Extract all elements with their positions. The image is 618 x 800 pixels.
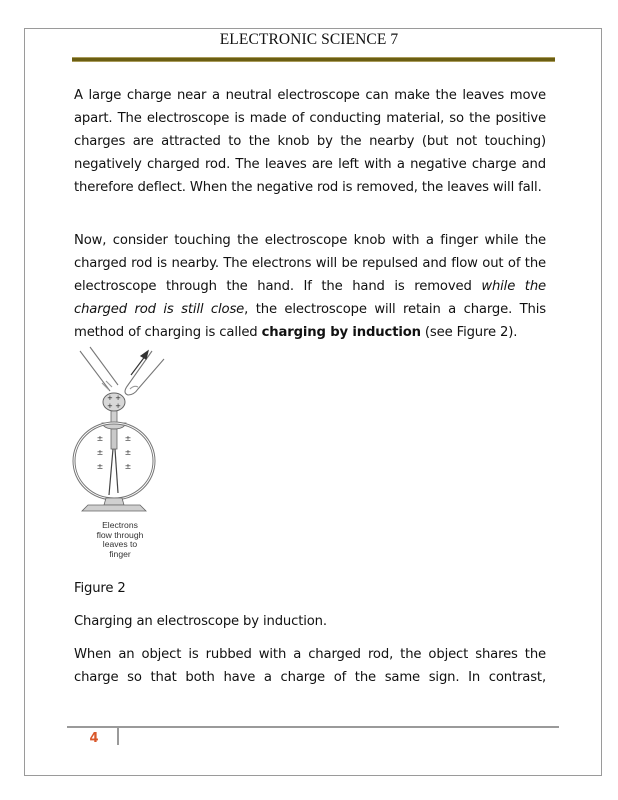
paragraph-charging-by-induction [74, 229, 546, 344]
figure-caption: Figure 2 [74, 581, 126, 596]
figure-description: Charging an electroscope by induction. [74, 614, 327, 629]
svg-text:±: ± [96, 434, 104, 443]
svg-text:±: ± [124, 462, 132, 471]
electroscope-base [82, 505, 146, 511]
electroscope-leaf-left [109, 449, 113, 495]
svg-text:±: ± [124, 434, 132, 443]
svg-text:±: ± [124, 448, 132, 457]
electroscope-stem [111, 411, 117, 423]
electroscope-leaf-right [115, 449, 118, 493]
electroscope-figure [66, 345, 174, 567]
paragraph-induction-intro: A large charge near a neutral electroscope can make the leaves move apart. The electroscope is made of conducting material, so the positive charges are attracted to the knob by the nearby (but not touching) negatively charged rod. The leaves are left with a negative charge and therefore deflect. When the negative rod is removed, the leaves will fall. [74, 88, 546, 195]
p2-text-2: , the electroscope will retain a charge. This method of charging is called [74, 302, 547, 340]
p2-text-1: Now, consider touching the electroscope knob with a finger while the charged rod is nearby. The electrons will be repulsed and flow out of the electroscope through the hand. If the hand is removed [74, 233, 546, 294]
footer-rule [67, 726, 559, 728]
svg-text:±: ± [96, 462, 104, 471]
figure-label-line: leaves to [102, 539, 138, 549]
electroscope-neck [104, 498, 124, 505]
paragraph-rubbing [74, 643, 546, 689]
figure-label-line: flow through [96, 529, 144, 540]
figure-label-line: Electrons [102, 520, 138, 530]
electroscope-knob [103, 393, 125, 411]
figure-label [66, 521, 174, 559]
p3-text: When an object is rubbed with a charged rod, the object shares the charge so that both have a charge of the same sign. In contrast, [74, 647, 546, 685]
charged-rod [80, 347, 118, 391]
header-rule [72, 57, 555, 62]
svg-text:±: ± [96, 448, 104, 457]
page-number: 4 [89, 731, 99, 746]
electroscope-rod [111, 429, 117, 449]
p2-italic: while the charged rod is still close [74, 279, 546, 317]
svg-text:+ +: + + [107, 394, 121, 402]
p2-bold-term: charging by induction [261, 325, 421, 340]
p2-text-3: (see Figure 2). [420, 325, 518, 340]
footer-divider [117, 727, 119, 745]
figure-label-line: finger [109, 548, 131, 559]
header-title: ELECTRONIC SCIENCE 7 [219, 31, 399, 48]
svg-text:+ +: + + [107, 402, 121, 410]
arrow-icon [131, 351, 148, 375]
electroscope-diagram [66, 345, 174, 521]
